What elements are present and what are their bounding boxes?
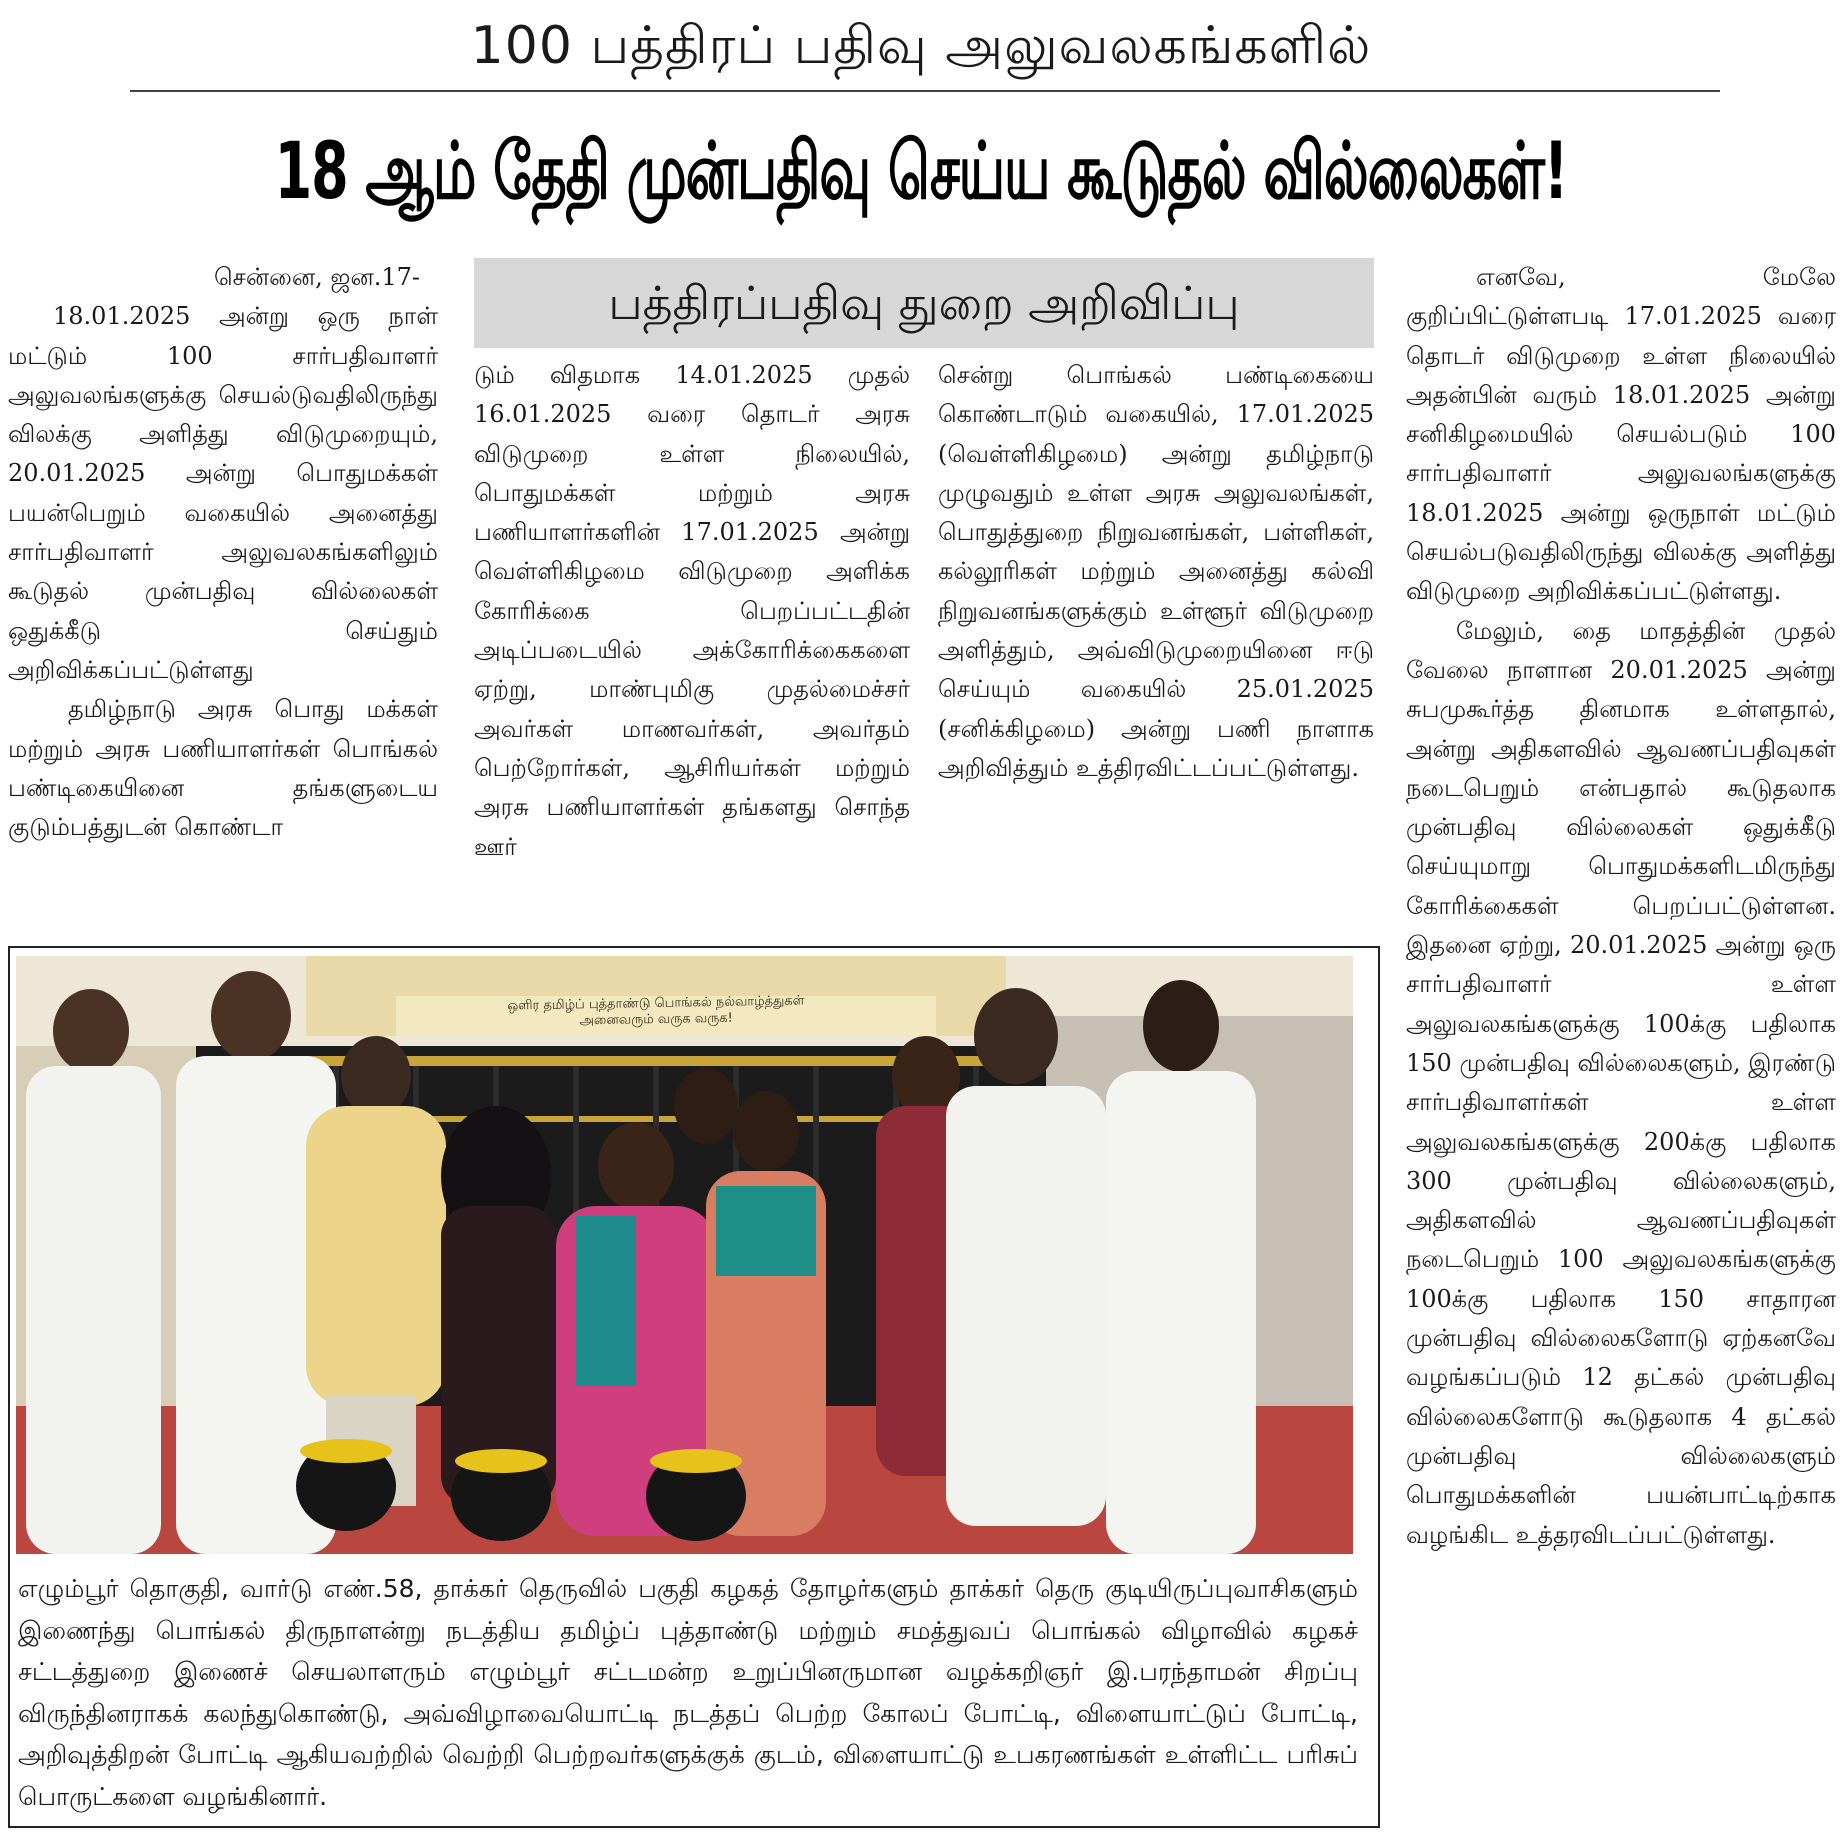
article-column-2 — [474, 356, 910, 946]
paragraph: மேலும், தை மாதத்தின் முதல் வேலை நாளான 20.01.2025 அன்று சுபமுகூர்த்த தினமாக உள்ளதால், அன்று அதிகளவில் ஆவணப்பதிவுகள் நடைபெறும் என்பதால் கூடுதலாக முன்பதிவு வில்லைகள் ஒதுக்கீடு செய்யுமாறு பொதுமக்களிடமிருந்து கோரிக்கைகள் பெறப்பட்டுள்ளன. இதனை ஏற்று, 20.01.2025 அன்று ஒரு சார்பதிவாளர் உள்ள அலுவலகங்களுக்கு 100க்கு பதிலாக 150 முன்பதிவு வில்லைகளும், இரண்டு சார்பதிவாளர்கள் உள்ள அலுவலகங்களுக்கு 200க்கு பதிலாக 300 முன்பதிவு வில்லைகளும், அதிகளவில் ஆவணப்பதிவுகள் நடைபெறும் 100 அலுவலகங்களுக்கு 100க்கு பதிலாக 150 சாதாரன முன்பதிவு வில்லைகளோடு ஏற்கனவே வழங்கப்படும் 12 தட்கல் முன்பதிவு வில்லைகளோடு கூடுதலாக 4 தட்கல் முன்பதிவு வில்லைகளும் பொதுமக்களின் பயன்பாட்டிற்காக வழங்கிட உத்தரவிடப்பட்டுள்ளது. — [1406, 616, 1836, 1549]
paragraph: 18.01.2025 அன்று ஒரு நாள் மட்டும் 100 சார்பதிவாளர் அலுவலங்களுக்கு செயல்டுவதிலிருந்து விலக்கு அளித்து விடுமுறையும், 20.01.2025 அன்று பொதுமக்கள் பயன்பெறும் வகையில் அனைத்து சார்பதிவாளர் அலுவலகங்களிலும் கூடுதல் முன்பதிவு வில்லைகள் ஒதுக்கீடு செய்தும் அறிவிக்கப்பட்டுள்ளது — [8, 302, 438, 684]
event-photo — [16, 956, 1353, 1554]
photo-caption: எழும்பூர் தொகுதி, வார்டு எண்.58, தாக்கர் தெருவில் பகுதி கழகத் தோழர்களும் தாக்கர் தெரு குடியிருப்புவாசிகளும் இணைந்து பொங்கல் திருநாளன்று நடத்திய தமிழ்ப் புத்தாண்டு மற்றும் சமத்துவப் பொங்கல் விழாவில் கழகச் சட்டத்துறை இணைச் செயலாளரும் எழும்பூர் சட்டமன்ற உறுப்பினருமான வழக்கறிஞர் இ.பரந்தாமன் சிறப்பு விருந்தினராகக் கலந்துகொண்டு, அவ்விழாவையொட்டி நடத்தப் பெற்ற கோலப் போட்டி, விளையாட்டுப் போட்டி, அறிவுத்திறன் போட்டி ஆகியவற்றில் வெற்றி பெற்றவர்களுக்குக் குடம், விளையாட்டு உபகரணங்கள் உள்ளிட்ட பரிசுப் பொருட்களை வழங்கினார். — [18, 1574, 1358, 1811]
paragraph: எனவே, மேலே குறிப்பிட்டுள்ளபடி 17.01.2025 வரை தொடர் விடுமுறை உள்ள நிலையில் அதன்பின் வரும் 18.01.2025 அன்று சனிகிழமையில் செயல்படும் 100 சார்பதிவாளர் அலுவலங்களுக்கு 18.01.2025 அன்று ஒருநாள் மட்டும் செயல்படுவதிலிருந்து விலக்கு அளித்து விடுமுறை அறிவிக்கப்பட்டுள்ளது. — [1406, 263, 1836, 606]
article-column-4 — [1406, 258, 1836, 1833]
subheadline: பத்திரப்பதிவு துறை அறிவிப்பு — [474, 258, 1374, 348]
article-column-3 — [938, 356, 1374, 946]
dateline: சென்னை, ஜன.17- — [213, 263, 420, 291]
article-column-1 — [8, 258, 438, 948]
paragraph: தமிழ்நாடு அரசு பொது மக்கள் மற்றும் அரசு பணியாளர்கள் பொங்கல் பண்டிகையினை தங்களுடைய குடும்பத்துடன் கொண்டா — [8, 695, 438, 842]
paragraph: டும் விதமாக 14.01.2025 முதல் 16.01.2025 வரை தொடர் அரசு விடுமுறை உள்ள நிலையில், பொதுமக்கள் மற்றும் அரசு பணியாளர்களின் 17.01.2025 அன்று வெள்ளிகிழமை விடுமுறை அளிக்க கோரிக்கை பெறப்பட்டதின் அடிப்படையில் அக்கோரிக்கைகளை ஏற்று, மாண்புமிகு முதல்மைச்சர் அவர்கள் மாணவர்கள், அவர்தம் பெற்றோர்கள், ஆசிரியர்கள் மற்றும் அரசு பணியாளர்கள் தங்களது சொந்த ஊர் — [474, 361, 910, 861]
banner-line-1: ஒளிர தமிழ்ப் புத்தாண்டு பொங்கல் நல்வாழ்த்துகள் — [507, 993, 805, 1014]
kicker-headline: 100 பத்திரப் பதிவு அலுவலகங்களில் — [470, 16, 1372, 76]
paragraph: சென்று பொங்கல் பண்டிகையை கொண்டாடும் வகையில், 17.01.2025 (வெள்ளிகிழமை) அன்று தமிழ்நாடு முழுவதும் உள்ள அரசு அலுவலங்கள், பொதுத்துறை நிறுவனங்கள், பள்ளிகள், கல்லூரிகள் மற்றும் அனைத்து கல்வி நிறுவனங்களுக்கும் உள்ளூர் விடுமுறை அளித்தும், அவ்விடுமுறையினை ஈடு செய்யும் வகையில் 25.01.2025 (சனிக்கிழமை) அன்று பணி நாளாக அறிவித்தும் உத்திரவிட்டப்பட்டுள்ளது. — [938, 361, 1374, 782]
main-headline: 18 ஆம் தேதி முன்பதிவு செய்ய கூடுதல் வில்லைகள்! — [274, 125, 1568, 217]
banner-line-2: அனைவரும் வருக வருக! — [579, 1010, 733, 1029]
